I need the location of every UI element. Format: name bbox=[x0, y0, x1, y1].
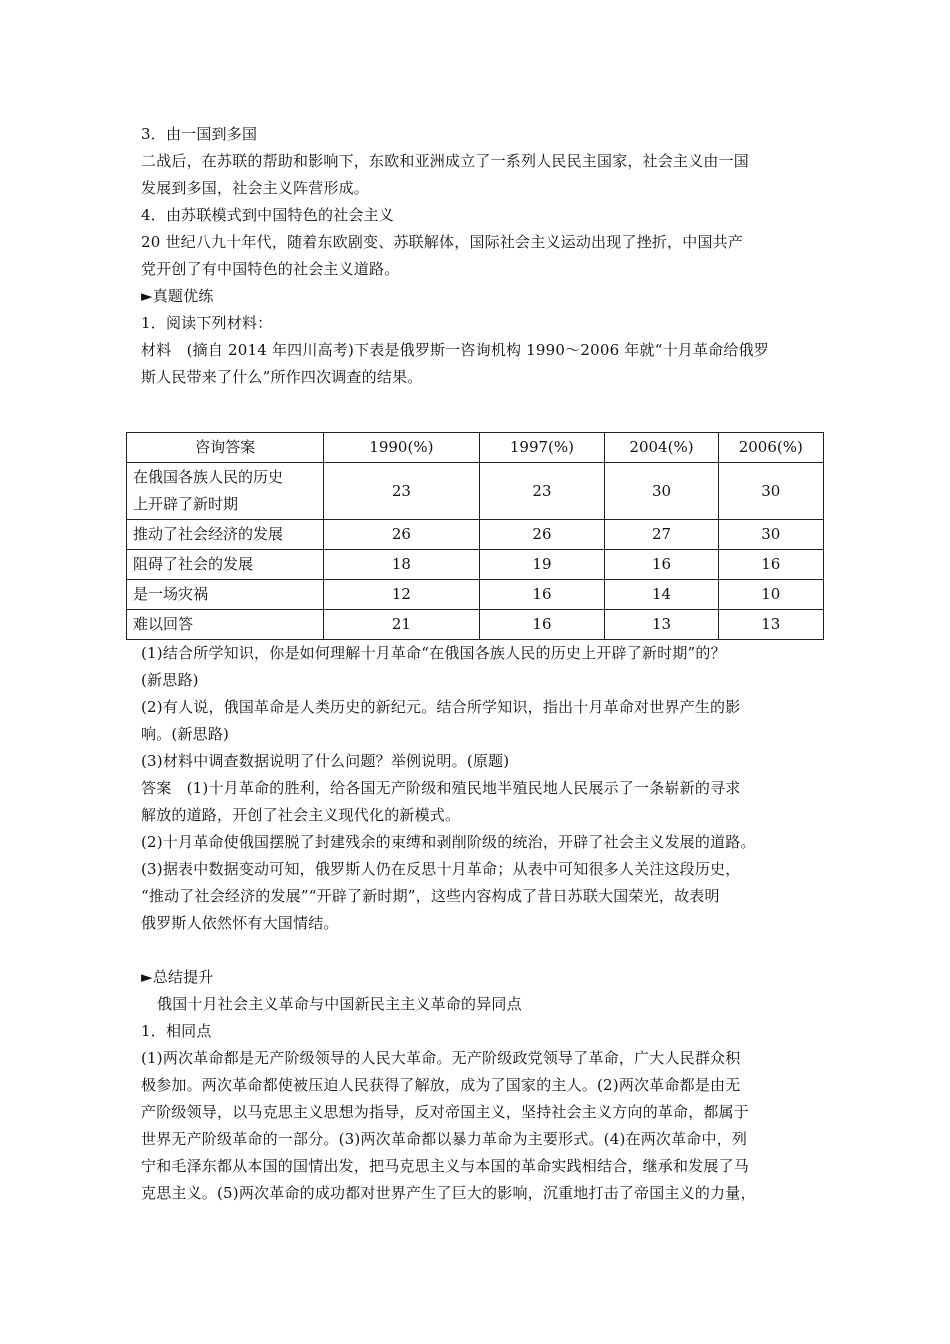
section4-title: 4．由苏联模式到中国特色的社会主义 bbox=[141, 206, 394, 224]
section3-line: 发展到多国，社会主义阵营形成。 bbox=[141, 179, 370, 197]
table-cell: 16 bbox=[479, 610, 605, 640]
table-row bbox=[127, 580, 824, 610]
section4-line: 党开创了有中国特色的社会主义道路。 bbox=[141, 260, 400, 278]
summary-subtitle: 俄国十月社会主义革命与中国新民主主义革命的异同点 bbox=[157, 995, 522, 1013]
table-cell: 13 bbox=[605, 610, 718, 640]
question-line: (3)材料中调查数据说明了什么问题？举例说明。(原题) bbox=[141, 752, 510, 770]
table-cell: 14 bbox=[605, 580, 718, 610]
table-header-cell: 2006(%) bbox=[718, 433, 823, 463]
answer-line: “推动了社会经济的发展”“开辟了新时期”，这些内容构成了昔日苏联大国荣光，故表明 bbox=[141, 887, 720, 905]
table-cell: 23 bbox=[479, 463, 605, 520]
question-line: (1)结合所学知识，你是如何理解十月革命“在俄国各族人民的历史上开辟了新时期”的？ bbox=[141, 644, 726, 662]
summary-point1-title: 1．相同点 bbox=[141, 1022, 212, 1040]
question-line: 响。(新思路) bbox=[141, 725, 230, 743]
table-row bbox=[127, 550, 824, 580]
section3-line: 二战后，在苏联的帮助和影响下，东欧和亚洲成立了一系列人民民主国家，社会主义由一国 bbox=[141, 152, 750, 170]
table-cell: 26 bbox=[479, 520, 605, 550]
summary-line: 宁和毛泽东都从本国的国情出发，把马克思主义与本国的革命实践相结合，继承和发展了马 bbox=[141, 1157, 750, 1175]
table-cell: 30 bbox=[718, 463, 823, 520]
document-page bbox=[133, 121, 821, 1207]
table-cell: 10 bbox=[718, 580, 823, 610]
practice-heading: ►真题优练 bbox=[141, 287, 214, 305]
answer-line: (3)据表中数据变动可知，俄罗斯人仍在反思十月革命；从表中可知很多人关注这段历史， bbox=[141, 860, 741, 878]
table-cell: 27 bbox=[605, 520, 718, 550]
table-row-label: 推动了社会经济的发展 bbox=[127, 520, 324, 550]
table-cell: 19 bbox=[479, 550, 605, 580]
table-row-label: 难以回答 bbox=[127, 610, 324, 640]
answer-line: 解放的道路，开创了社会主义现代化的新模式。 bbox=[141, 806, 461, 824]
table-cell: 16 bbox=[605, 550, 718, 580]
table-cell: 26 bbox=[324, 520, 479, 550]
material-line: 材料 (摘自 2014 年四川高考)下表是俄罗斯一咨询机构 1990～2006 年就“十月革命给俄罗 bbox=[141, 341, 769, 359]
table-header-cell: 1997(%) bbox=[479, 433, 605, 463]
answer-line: 俄罗斯人依然怀有大国情结。 bbox=[141, 914, 339, 932]
table-row-label: 是一场灾祸 bbox=[127, 580, 324, 610]
question-line: (2)有人说，俄国革命是人类历史的新纪元。结合所学知识，指出十月革命对世界产生的影 bbox=[141, 698, 741, 716]
summary-line: (1)两次革命都是无产阶级领导的人民大革命。无产阶级政党领导了革命，广大人民群众积 bbox=[141, 1049, 741, 1067]
table-row bbox=[127, 463, 824, 520]
table-cell: 21 bbox=[324, 610, 479, 640]
table-header-cell: 咨询答案 bbox=[127, 433, 324, 463]
survey-table bbox=[126, 432, 824, 640]
summary-line: 世界无产阶级革命的一部分。(3)两次革命都以暴力革命为主要形式。(4)在两次革命中，列 bbox=[141, 1130, 748, 1148]
table-row-label-line: 上开辟了新时期 bbox=[133, 495, 239, 513]
table-cell: 12 bbox=[324, 580, 479, 610]
question-1-intro: 1．阅读下列材料： bbox=[141, 314, 273, 332]
table-header-cell: 2004(%) bbox=[605, 433, 718, 463]
table-row-label-line: 在俄国各族人民的历史 bbox=[133, 468, 284, 486]
section4-line: 20 世纪八九十年代，随着东欧剧变、苏联解体，国际社会主义运动出现了挫折，中国共产 bbox=[141, 233, 744, 251]
summary-line: 产阶级领导，以马克思主义思想为指导，反对帝国主义，坚持社会主义方向的革命，都属于 bbox=[141, 1103, 750, 1121]
table-header-cell: 1990(%) bbox=[324, 433, 479, 463]
section3-title: 3．由一国到多国 bbox=[141, 125, 258, 143]
summary-line: 极参加。两次革命都使被压迫人民获得了解放，成为了国家的主人。(2)两次革命都是由无 bbox=[141, 1076, 741, 1094]
table-row-label: 阻碍了社会的发展 bbox=[127, 550, 324, 580]
table-cell: 16 bbox=[718, 550, 823, 580]
table-header-row bbox=[127, 433, 824, 463]
table-cell: 18 bbox=[324, 550, 479, 580]
answer-line: (2)十月革命使俄国摆脱了封建残余的束缚和剥削阶级的统治，开辟了社会主义发展的道路。 bbox=[141, 833, 756, 851]
summary-heading: ►总结提升 bbox=[141, 968, 214, 986]
table-row bbox=[127, 610, 824, 640]
table-cell: 13 bbox=[718, 610, 823, 640]
table-row-label bbox=[127, 463, 324, 520]
table-cell: 30 bbox=[605, 463, 718, 520]
table-cell: 30 bbox=[718, 520, 823, 550]
table-cell: 16 bbox=[479, 580, 605, 610]
table-row bbox=[127, 520, 824, 550]
table-cell: 23 bbox=[324, 463, 479, 520]
material-line: 斯人民带来了什么”所作四次调查的结果。 bbox=[141, 368, 423, 386]
summary-line: 克思主义。(5)两次革命的成功都对世界产生了巨大的影响，沉重地打击了帝国主义的力量， bbox=[141, 1184, 756, 1202]
question-line: (新思路) bbox=[141, 671, 199, 689]
answer-line: 答案 (1)十月革命的胜利，给各国无产阶级和殖民地半殖民地人民展示了一条崭新的寻求 bbox=[141, 779, 741, 797]
